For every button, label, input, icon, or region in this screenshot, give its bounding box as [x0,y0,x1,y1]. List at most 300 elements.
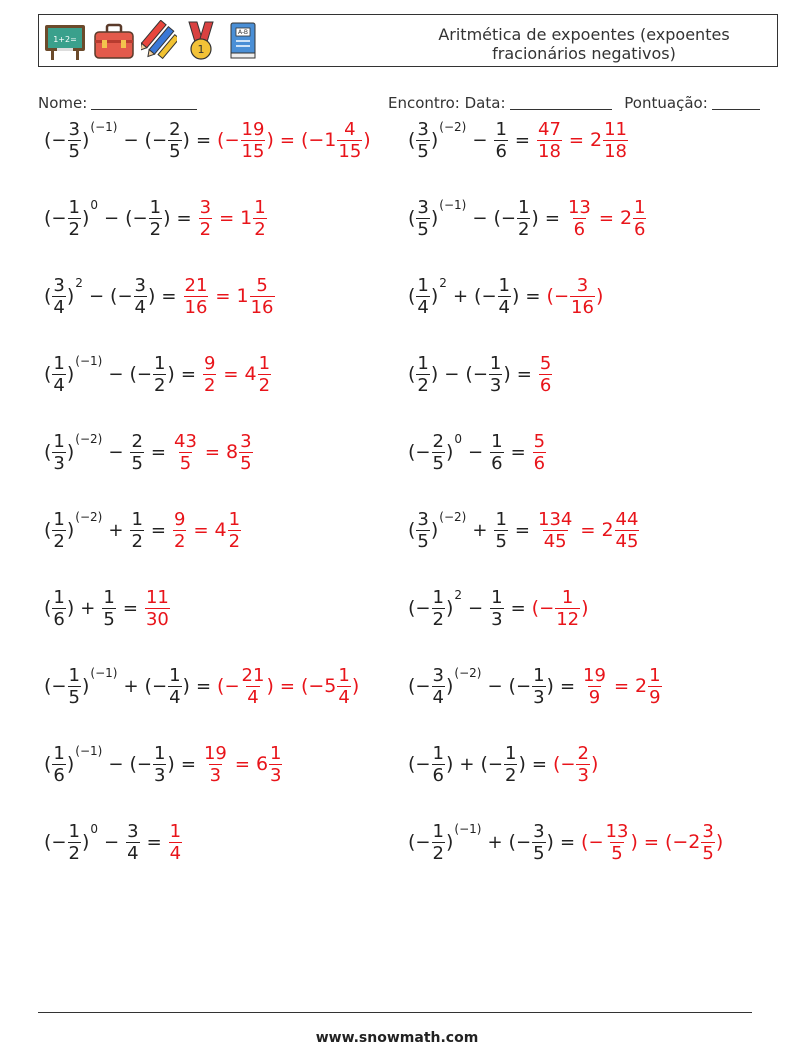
text-token: 6 [255,753,269,775]
denominator: 16 [571,296,594,318]
exponent: (−1) [90,666,118,680]
operator: = [510,597,526,619]
minus-sign: − [136,753,152,775]
header-box [38,14,778,67]
numerator: 3 [417,196,429,218]
text-token: ) [581,597,589,619]
problem-answer [202,353,272,396]
numerator: 3 [53,274,65,296]
operator: = [613,675,630,697]
numerator: 134 [538,508,573,530]
numerator: 1 [258,352,271,374]
fraction [337,665,350,708]
denominator: 3 [577,764,589,786]
denominator: 2 [258,374,271,396]
operator: − [108,753,124,775]
text-token: ( [125,207,133,229]
numerator: 3 [702,820,714,842]
fraction [490,431,503,474]
fraction [102,587,115,630]
numerator: 1 [495,118,507,140]
text-token: ( [44,285,52,307]
text-token: ( [44,597,52,619]
fraction [432,587,445,630]
fraction [184,275,209,318]
problem-answer [538,353,553,396]
text-token: ) [503,363,511,385]
operator: = [279,675,295,697]
fraction [145,587,170,630]
text-token: 2 [590,129,603,151]
operator: + [108,519,124,541]
fraction [199,197,212,240]
operator: = [223,363,239,385]
book-icon [225,20,259,62]
exponent: (−1) [454,822,482,836]
operator: − [104,831,120,853]
text-token: ) [595,285,604,307]
fraction [203,743,228,786]
denominator: 2 [254,218,266,240]
denominator: 6 [495,140,507,162]
operator: − [108,363,124,385]
numerator: 1 [634,196,646,218]
operator: − [88,285,105,307]
problem-item [408,108,629,172]
text-token: 4 [244,363,257,385]
minus-sign: − [151,675,168,697]
denominator: 5 [702,842,714,864]
operator: − [487,675,503,697]
fraction [258,353,271,396]
numerator: 3 [417,118,429,140]
fraction [68,665,81,708]
numerator: 43 [174,430,197,452]
fraction [532,665,545,708]
operator: = [146,831,162,853]
fraction [517,197,530,240]
numerator: 19 [583,664,606,686]
numerator: 1 [68,664,80,686]
denominator: 5 [131,452,143,474]
text-token: ( [508,675,516,697]
problem-expression [408,509,536,552]
fraction [490,587,503,630]
text-token: ) [167,363,175,385]
operator: = [514,129,530,151]
text-token: ( [44,753,52,775]
problem-item [408,342,553,406]
text-token: ) [163,207,171,229]
exponent: 2 [439,276,447,290]
text-token: ( [474,285,482,307]
minus-sign: − [151,129,168,151]
problem-expression [44,275,183,318]
denominator: 12 [556,608,580,630]
problem-expression [408,821,581,864]
denominator: 4 [417,296,429,318]
operator: − [472,207,488,229]
text-token: ) [148,285,156,307]
denominator: 6 [573,218,586,240]
fraction [168,665,181,708]
numerator: 19 [203,742,227,764]
fraction [537,509,573,552]
problem-item [408,498,640,562]
numerator: 1 [153,352,166,374]
denominator: 3 [489,374,502,396]
problem-item [408,420,547,484]
fraction [416,275,429,318]
denominator: 5 [240,452,252,474]
fraction [603,119,628,162]
fraction [605,821,630,864]
fraction [173,431,198,474]
numerator: 1 [53,586,65,608]
fraction [555,587,580,630]
problem-item [44,732,283,796]
minus-sign: − [588,831,604,853]
operator: + [487,831,503,853]
denominator: 5 [68,686,80,708]
fraction [567,197,592,240]
text-token: 2 [601,519,614,541]
pencils-icon [141,20,177,62]
text-token: ( [408,285,416,307]
book-text: A-B [237,29,249,36]
text-token: ) [546,675,554,697]
text-token: 1 [240,207,253,229]
fraction [153,353,166,396]
fraction [130,509,143,552]
minus-sign: − [487,753,503,775]
fraction [633,197,646,240]
text-token: ) [445,441,454,463]
problem-expression [408,587,532,630]
name-label: Nome: [38,94,88,112]
numerator: 11 [604,118,627,140]
medal-icon [183,20,219,62]
denominator: 2 [199,218,212,240]
exponent: 2 [454,588,463,602]
operator: − [468,441,484,463]
fraction [533,431,546,474]
text-token: ( [44,441,52,463]
text-token: ( [44,675,52,697]
denominator: 4 [53,374,65,396]
problem-expression [44,587,144,630]
denominator: 15 [338,140,362,162]
exponent: (−2) [75,432,103,446]
numerator: 1 [131,508,143,530]
fraction [52,587,65,630]
problem-answer [547,275,604,318]
problem-expression [44,509,172,552]
fraction [52,353,65,396]
denominator: 18 [538,140,561,162]
problem-item [408,654,663,718]
text-token: ) [66,753,75,775]
fraction [416,197,429,240]
problem-answer [183,275,276,318]
numerator: 3 [199,196,212,218]
numerator: 1 [498,274,510,296]
operator: = [544,207,560,229]
fraction [532,821,545,864]
minus-sign: − [415,753,431,775]
date-label: Encontro: Data: [388,94,506,112]
numerator: 1 [169,664,181,686]
problem-item [408,576,589,640]
text-token: ) [445,675,454,697]
denominator: 2 [505,764,517,786]
text-token: ) [266,675,274,697]
text-token: ) [430,129,439,151]
minus-sign: − [560,753,576,775]
text-token: ) [81,831,90,853]
denominator: 3 [53,452,65,474]
numerator: 2 [169,118,181,140]
fraction [269,743,282,786]
text-token: ) [182,129,190,151]
denominator: 5 [417,530,429,552]
numerator: 13 [605,820,629,842]
text-token: ( [408,129,416,151]
fraction [68,197,81,240]
text-token: ) [66,519,75,541]
text-token: (−1 [300,129,337,151]
numerator: 1 [432,586,444,608]
fraction [126,821,139,864]
numerator: 47 [538,118,561,140]
denominator: 45 [615,530,639,552]
operator: + [452,285,469,307]
problem-expression [44,119,217,162]
denominator: 5 [432,452,444,474]
fraction [52,743,65,786]
numerator: 19 [241,118,265,140]
problem-answer [553,743,598,786]
numerator: 3 [417,508,429,530]
minus-sign: − [117,285,133,307]
chalkboard-icon [43,20,87,62]
denominator: 4 [169,686,181,708]
minus-sign: − [132,207,148,229]
numerator: 1 [432,742,444,764]
exponent: (−1) [75,744,103,758]
operator: = [150,441,166,463]
numerator: 9 [174,508,186,530]
denominator: 2 [53,530,65,552]
fraction [494,509,507,552]
denominator: 2 [131,530,143,552]
text-token: ( [217,129,225,151]
text-token: 2 [635,675,648,697]
text-token: ( [531,597,540,619]
problem-expression [44,665,217,708]
numerator: 1 [517,196,530,218]
text-token: ( [44,363,52,385]
fraction [241,665,266,708]
text-token: ( [552,753,561,775]
problem-expression [44,197,198,240]
problem-expression [44,821,168,864]
exponent: (−1) [90,120,118,134]
medal-text: 1 [197,43,205,56]
numerator: 1 [495,508,507,530]
fraction [615,509,640,552]
problem-answer [172,431,254,474]
text-token: ( [408,519,416,541]
denominator: 2 [153,374,166,396]
numerator: 1 [53,742,65,764]
problem-answer [198,197,268,240]
operator: = [122,597,138,619]
numerator: 21 [184,274,208,296]
text-token: ) [81,207,90,229]
numerator: 44 [615,508,639,530]
minus-sign: − [539,597,555,619]
text-token: ) [445,831,454,853]
denominator: 45 [543,530,567,552]
numerator: 1 [149,196,162,218]
text-token: ( [408,831,416,853]
numerator: 1 [338,664,350,686]
numerator: 1 [491,430,503,452]
fraction [432,431,445,474]
operator: + [80,597,96,619]
problem-item [44,342,272,406]
denominator: 3 [209,764,222,786]
numerator: 1 [432,820,444,842]
problem-expression [44,743,202,786]
denominator: 6 [491,452,503,474]
fraction [239,431,252,474]
fraction [228,509,241,552]
denominator: 30 [145,608,169,630]
exponent: 2 [75,276,83,290]
denominator: 4 [338,686,350,708]
operator: − [468,597,484,619]
numerator: 1 [153,742,166,764]
denominator: 4 [498,296,510,318]
numerator: 1 [254,196,266,218]
numerator: 1 [417,274,429,296]
numerator: 1 [53,352,65,374]
fraction [52,509,65,552]
text-token: ( [546,285,554,307]
text-token: ( [44,519,52,541]
problem-item [44,576,171,640]
text-token: ) [81,129,90,151]
denominator: 4 [127,842,139,864]
numerator: 1 [169,820,182,842]
denominator: 3 [153,764,166,786]
fraction [241,119,266,162]
fraction [570,275,595,318]
minus-sign: − [415,441,431,463]
denominator: 2 [432,842,444,864]
minus-sign: − [224,129,240,151]
minus-sign: − [415,597,431,619]
numerator: 1 [505,742,517,764]
operator: − [472,129,488,151]
exponent: (−2) [439,510,467,524]
numerator: 1 [228,508,241,530]
score-blank[interactable] [712,109,760,110]
numerator: 4 [344,118,356,140]
fraction [504,743,517,786]
text-token: ( [408,441,416,463]
footer-divider [38,1012,752,1013]
operator: = [234,753,250,775]
denominator: 2 [149,218,162,240]
problem-item [44,420,254,484]
numerator: 5 [539,352,552,374]
denominator: 2 [174,530,186,552]
fraction [432,743,445,786]
denominator: 6 [539,374,552,396]
text-token: ( [129,753,137,775]
text-token: ) [66,363,75,385]
numerator: 9 [203,352,216,374]
operator: = [193,519,209,541]
operator: = [195,675,212,697]
text-token: 4 [214,519,227,541]
problem-item [408,732,598,796]
numerator: 1 [53,430,65,452]
denominator: 4 [53,296,65,318]
operator: = [516,363,532,385]
numerator: 1 [561,586,574,608]
text-token: ( [408,363,416,385]
fraction [489,353,502,396]
problem-item [44,498,242,562]
fraction [173,509,186,552]
operator: = [580,519,596,541]
numerator: 1 [491,586,503,608]
numerator: 3 [240,430,252,452]
operator: = [598,207,614,229]
header-icons [43,20,259,62]
operator: = [195,129,212,151]
minus-sign: − [136,363,152,385]
problem-item [408,264,603,328]
exponent: (−2) [75,510,103,524]
denominator: 9 [649,686,661,708]
operator: = [559,831,576,853]
denominator: 3 [491,608,503,630]
minus-sign: − [553,285,570,307]
operator: = [219,207,235,229]
operator: = [279,129,295,151]
text-token: ) [445,597,454,619]
text-token: (−2 [664,831,701,853]
chalkboard-text: 1+2= [53,35,77,44]
denominator: 5 [533,842,545,864]
text-token: ) [430,207,439,229]
fraction [539,353,552,396]
problem-expression [44,353,202,396]
fraction [68,821,81,864]
numerator: 3 [432,664,444,686]
problem-expression [408,665,581,708]
denominator: 5 [611,842,623,864]
fraction [250,275,275,318]
fraction [494,119,507,162]
denominator: 9 [588,686,601,708]
operator: − [123,129,139,151]
